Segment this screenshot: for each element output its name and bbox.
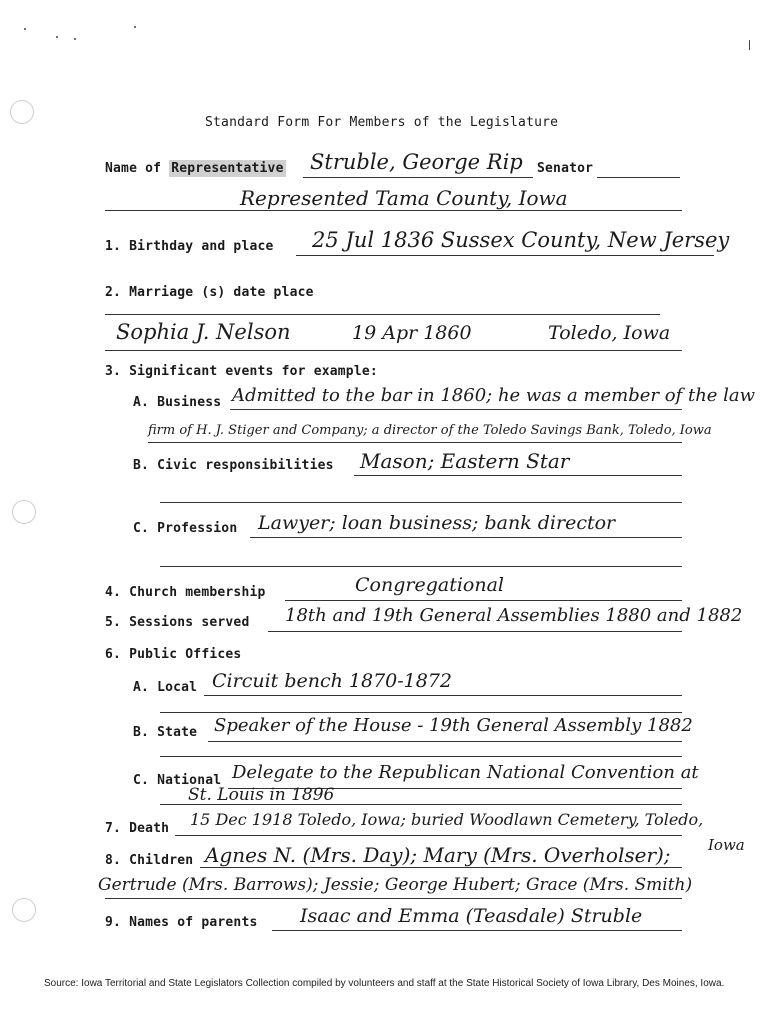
- children-underline-1: [200, 867, 682, 868]
- death-answer-continued[interactable]: Iowa: [708, 836, 745, 854]
- death-answer[interactable]: 15 Dec 1918 Toledo, Iowa; buried Woodlawn Cemetery, Toledo,: [190, 810, 704, 829]
- name-answer[interactable]: Struble, George Rip: [310, 150, 523, 174]
- national-office-answer-1[interactable]: Delegate to the Republican National Convention at: [232, 762, 699, 783]
- local-office-label: A. Local: [133, 680, 198, 695]
- church-label: 4. Church membership: [105, 585, 266, 600]
- children-underline-2: [105, 898, 682, 899]
- name-label: [105, 161, 286, 176]
- sessions-label: 5. Sessions served: [105, 615, 250, 630]
- children-answer-1[interactable]: Agnes N. (Mrs. Day); Mary (Mrs. Overholser);: [205, 843, 671, 867]
- state-underline-2: [160, 756, 682, 757]
- punch-hole-middle: [12, 500, 36, 524]
- form-title: Standard Form For Members of the Legislature: [205, 115, 559, 130]
- business-underline-2: [148, 442, 682, 443]
- local-underline-1: [204, 695, 682, 696]
- marriage-underline-2: [105, 350, 682, 351]
- parents-answer[interactable]: Isaac and Emma (Teasdale) Struble: [300, 905, 643, 927]
- senator-label: Senator: [537, 161, 594, 176]
- scan-speck: [56, 36, 58, 38]
- represented-underline: [105, 210, 682, 211]
- significant-events-label: 3. Significant events for example:: [105, 364, 378, 379]
- punch-hole-top: [10, 100, 34, 124]
- representative-highlight: Representative: [171, 161, 284, 176]
- birthday-answer[interactable]: 25 Jul 1836 Sussex County, New Jersey: [312, 228, 730, 252]
- children-answer-2[interactable]: Gertrude (Mrs. Barrows); Jessie; George Hubert; Grace (Mrs. Smith): [98, 875, 693, 895]
- profession-label: C. Profession: [133, 521, 238, 536]
- business-label: A. Business: [133, 395, 222, 410]
- state-office-answer[interactable]: Speaker of the House - 19th General Assembly 1882: [214, 715, 693, 736]
- represented-answer[interactable]: Represented Tama County, Iowa: [240, 186, 568, 210]
- name-label-prefix: Name of: [105, 161, 170, 176]
- national-underline-2: [160, 804, 682, 805]
- profession-underline-1: [250, 537, 682, 538]
- marriage-place-answer[interactable]: Toledo, Iowa: [548, 322, 671, 344]
- scan-speck: [74, 38, 76, 40]
- profession-underline-2: [160, 566, 682, 567]
- scan-speck: [24, 28, 26, 30]
- local-office-answer[interactable]: Circuit bench 1870-1872: [212, 670, 453, 692]
- business-answer-1[interactable]: Admitted to the bar in 1860; he was a member of the law: [232, 385, 756, 406]
- civic-answer[interactable]: Mason; Eastern Star: [360, 449, 570, 473]
- birthday-underline: [296, 255, 714, 256]
- senator-underline: [597, 177, 680, 178]
- scan-speck: [749, 40, 750, 50]
- civic-underline-1: [354, 475, 682, 476]
- business-underline-1: [230, 409, 682, 410]
- marriage-date-answer[interactable]: 19 Apr 1860: [352, 322, 472, 344]
- national-office-answer-2[interactable]: St. Louis in 1896: [188, 785, 335, 805]
- name-underline: [303, 177, 533, 178]
- marriage-underline-1: [105, 314, 660, 315]
- parents-label: 9. Names of parents: [105, 915, 258, 930]
- marriage-spouse-answer[interactable]: Sophia J. Nelson: [116, 320, 291, 344]
- local-underline-2: [160, 712, 682, 713]
- business-answer-2[interactable]: firm of H. J. Stiger and Company; a director of the Toledo Savings Bank, Toledo, Iowa: [148, 423, 712, 438]
- profession-answer[interactable]: Lawyer; loan business; bank director: [258, 512, 616, 534]
- death-underline: [175, 835, 682, 836]
- sessions-answer[interactable]: 18th and 19th General Assemblies 1880 and 1882: [285, 605, 743, 626]
- church-underline: [285, 600, 682, 601]
- scan-speck: [134, 26, 136, 28]
- marriage-label: 2. Marriage (s) date place: [105, 285, 314, 300]
- state-underline-1: [208, 741, 682, 742]
- public-offices-label: 6. Public Offices: [105, 647, 242, 662]
- church-answer[interactable]: Congregational: [355, 574, 504, 596]
- parents-underline: [272, 930, 682, 931]
- punch-hole-bottom: [12, 898, 36, 922]
- national-office-label: C. National: [133, 773, 222, 788]
- sessions-underline: [268, 631, 682, 632]
- civic-label: B. Civic responsibilities: [133, 458, 334, 473]
- state-office-label: B. State: [133, 725, 198, 740]
- civic-underline-2: [160, 502, 682, 503]
- birthday-label: 1. Birthday and place: [105, 239, 274, 254]
- death-label: 7. Death: [105, 821, 170, 836]
- source-footer: Source: Iowa Territorial and State Legislators Collection compiled by volunteers and staff at the State Historical Society of Iowa Library, Des Moines, Iowa.: [44, 978, 725, 989]
- children-label: 8. Children: [105, 853, 194, 868]
